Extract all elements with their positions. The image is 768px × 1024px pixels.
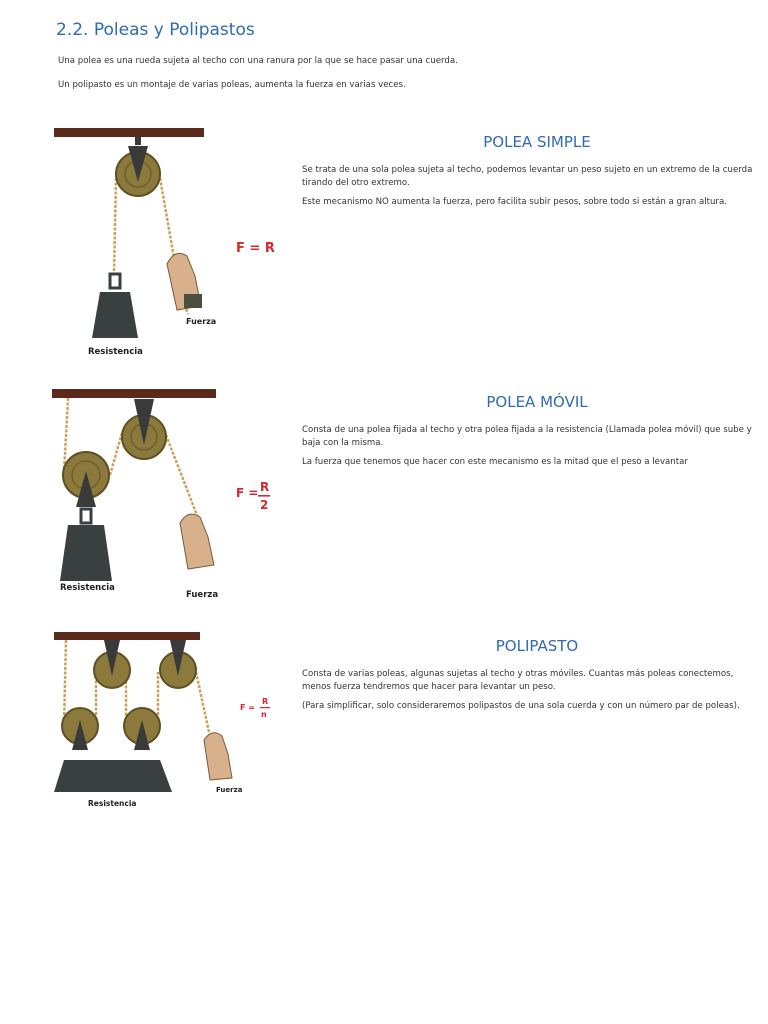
simple-pulley-illustration (50, 124, 286, 364)
ceiling-beam (52, 389, 216, 398)
rope (110, 433, 122, 475)
resistance-label: Resistencia (60, 583, 115, 593)
svg-text:F =: F = (240, 703, 255, 712)
force-label: Fuerza (216, 786, 243, 794)
ceiling-beam (54, 632, 200, 640)
weight (60, 525, 112, 581)
section-title-movable: POLEA MÓVIL (486, 393, 588, 411)
svg-text:F =: F = (236, 486, 259, 500)
intro-pulley-definition: Una polea es una rueda sujeta al techo con una ranura por la que se hace pasar una cuerda. (58, 56, 458, 66)
hoist-illustration (50, 628, 286, 814)
formula-numerator: R (260, 480, 270, 494)
rope (114, 178, 116, 274)
rope (166, 435, 200, 523)
force-label: Fuerza (186, 590, 219, 600)
simple-pulley-paragraph: Este mecanismo NO aumenta la fuerza, pero facilita subir pesos, sobre todo si están a gran altura. (302, 197, 727, 207)
simple-pulley-paragraph: Se trata de una sola polea sujeta al techo, podemos levantar un peso sujeto en un extremo de la cuerda tirando del otro extremo. (302, 165, 753, 188)
weight (54, 760, 172, 792)
hand-icon (204, 733, 232, 780)
formula-denominator: n (261, 710, 267, 719)
formula-numerator: R (262, 697, 269, 706)
movable-pulley-paragraph: La fuerza que tenemos que hacer con este mecanismo es la mitad que el peso a levantar (302, 457, 688, 467)
movable-pulley-illustration (50, 385, 286, 605)
movable-pulley-paragraph: Consta de una polea fijada al techo y otra polea fijada a la resistencia (Llamada polea móvil) que sube y baja con la misma. (302, 425, 752, 448)
force-label: Fuerza (186, 317, 217, 326)
hoist-paragraph: (Para simplificar, solo consideraremos polipastos de una sola cuerda y con un número par de poleas). (302, 701, 740, 711)
section-title-hoist: POLIPASTO (495, 637, 579, 655)
ceiling-beam (54, 128, 204, 137)
resistance-label: Resistencia (88, 799, 137, 808)
page-title: 2.2. Poleas y Polipastos (56, 20, 255, 40)
hoist-paragraph: Consta de varias poleas, algunas sujetas al techo y otras móviles. Cuantas más poleas conectemos, menos fuerza tendremos que hacer para levantar un peso. (302, 669, 734, 692)
formula-simple: F = R (236, 241, 275, 256)
simple-pulley-text (302, 133, 762, 215)
movable-pulley-text (302, 393, 762, 475)
resistance-label: Resistencia (88, 347, 143, 357)
rope (64, 640, 66, 724)
formula-denominator: 2 (260, 498, 269, 512)
intro-hoist-definition: Un polipasto es un montaje de varias poleas, aumenta la fuerza en varias veces. (58, 80, 406, 90)
section-title-simple: POLEA SIMPLE (483, 133, 591, 151)
hand-icon (180, 514, 214, 569)
hoist-text (302, 637, 762, 719)
weight (92, 292, 138, 338)
